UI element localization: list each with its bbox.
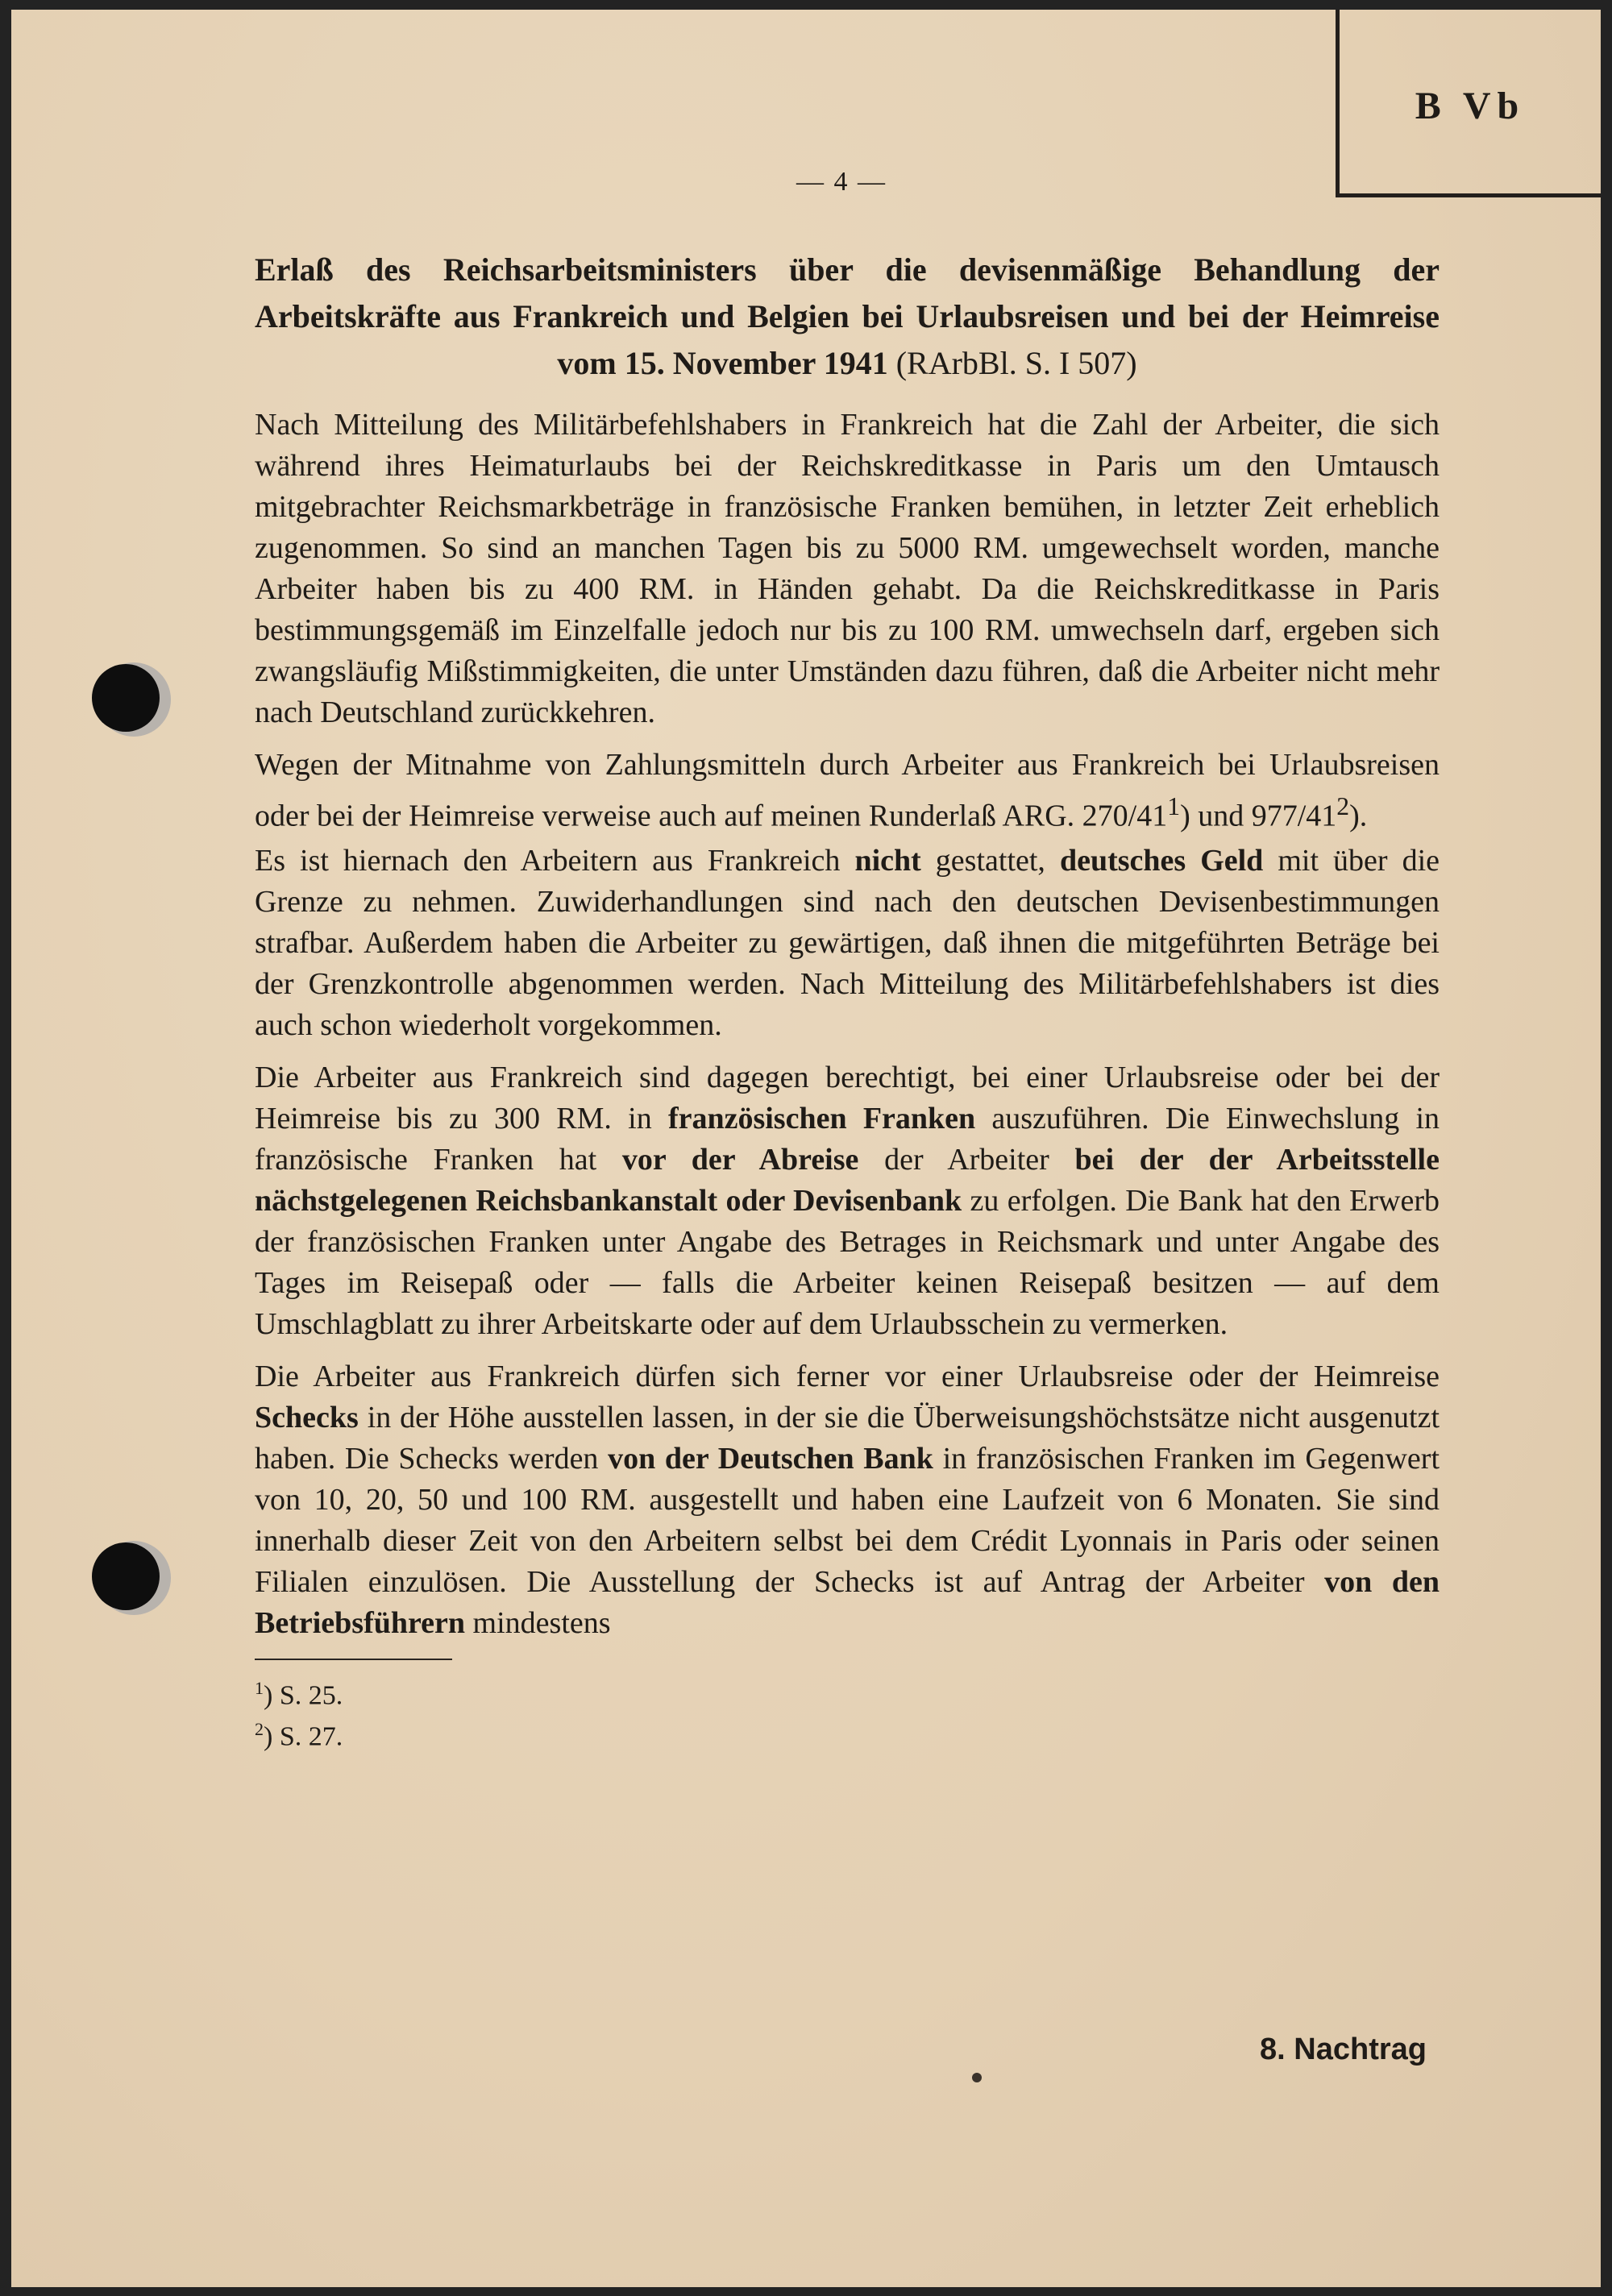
decree-title-main: Erlaß des Reichsarbeitsministers über die devisenmäßige Behandlung der Arbeitskräfte aus Frankreich und Belgien bei Urlaubsreisen und bei der Heimreise vom 15. November 1941 [255, 251, 1440, 381]
footnote-1 [255, 1671, 1440, 1713]
paragraph-5-a: Die Arbeiter aus Frankreich dürfen sich ferner vor einer Urlaubsreise oder der Heimreise [255, 1359, 1440, 1393]
paragraph-4-a: Die Arbeiter aus Frankreich sind dagegen berechtigt, bei einer Urlaubsreise oder bei der Heimreise bis zu 300 RM. in [255, 1060, 1440, 1136]
paragraph-3 [255, 841, 1440, 1046]
footnote-2-mark: 2 [255, 1718, 264, 1739]
paragraph-4-e: der Arbeiter [858, 1142, 1075, 1177]
paragraph-4-g: zu erfolgen. Die Bank hat den Erwerb der französischen Franken unter Angabe des Betrages in Reichsmark und unter Angabe des Tages im Reisepaß oder — falls die Arbeiter keinen Reisepaß besitzen — auf dem Umschlagblatt zu ihrer Arbeitskarte oder auf dem Urlaubsschein zu vermerken. [255, 1183, 1440, 1341]
paragraph-3-e: mit über die Grenze zu nehmen. Zuwiderhandlungen sind nach den deutschen Devisenbestimmungen strafbar. Außerdem haben die Arbeiter zu gewärtigen, daß ihnen die mitgeführten Beträge bei der Grenzkontrolle abgenommen werden. Nach Mitteilung des Militärbefehlshabers ist dies auch schon wiederholt vorgekommen. [255, 843, 1440, 1042]
footnote-1-mark: 1 [255, 1677, 264, 1698]
paragraph-3-geld: deutsches Geld [1059, 843, 1264, 878]
paragraph-5-schecks: Schecks [255, 1400, 359, 1434]
document-body [255, 247, 1440, 1754]
paper-speck [972, 2073, 982, 2082]
paragraph-2: Wegen der Mitnahme von Zahlungsmitteln durch Arbeiter aus Frankreich bei Urlaubsreisen oder bei der Heimreise verweise auch auf meinen Runderlaß ARG. $270/41^1$) und $977/41^2$). [255, 748, 1440, 833]
paragraph-5-c: in der Höhe ausstellen lassen, in der sie die Überweisungshöchstsätze nicht ausgenutzt haben. Die Schecks werden [255, 1400, 1440, 1476]
punch-hole-top [92, 664, 160, 732]
footnote-ref-1: 1 [1167, 792, 1181, 820]
paragraph-2-end: . [1359, 799, 1368, 833]
paragraph-3-nicht: nicht [854, 843, 921, 878]
paragraph-5-betrieb: von den Betriebsführern [255, 1564, 1440, 1640]
paragraph-4-bei: bei der der Arbeitsstelle nächstgelegenen Reichsbankanstalt oder Devisenbank [255, 1142, 1440, 1218]
punch-hole-bottom [92, 1542, 160, 1610]
footnote-ref-2: 2 [1336, 792, 1350, 820]
paragraph-3-c: gestattet, [920, 843, 1060, 878]
footnote-2-text: ) S. 27. [264, 1721, 343, 1752]
footnote-1-text: ) S. 25. [264, 1679, 343, 1710]
paragraph-4-vor: vor der Abreise [621, 1142, 859, 1177]
paragraph-4-franken: französischen Franken [667, 1101, 976, 1136]
paragraph-1: Nach Mitteilung des Militärbefehlshabers in Frankreich hat die Zahl der Arbeiter, die sich während ihres Heimaturlaubs bei der Reichskreditkasse in Paris um den Umtausch mitgebrachter Reichsmarkbeträge in französische Franken bemühen, in letzter Zeit erheblich zugenommen. So sind an manchen Tagen bis zu 5000 RM. umgewechselt worden, manche Arbeiter haben bis zu 400 RM. in Händen gehabt. Da die Reichskreditkasse in Paris bestimmungsgemäß im Einzelfalle jedoch nur bis zu 100 RM. umwechseln darf, ergeben sich zwangsläufig Mißstimmigkeiten, die unter Umständen dazu führen, daß die Arbeiter nicht mehr nach Deutschland zurückkehren. [255, 408, 1440, 729]
paragraph-2-text: Wegen der Mitnahme von Zahlungsmitteln durch Arbeiter aus Frankreich bei Urlaubsreisen oder bei der Heimreise verweise auch auf meinen Runderlaß ARG. 270/41 [255, 748, 1440, 833]
paragraph-2-mid: und 977/41 [1190, 799, 1337, 833]
paragraph-5-g: mindestens [465, 1605, 611, 1640]
classification-stamp: B Vb [1415, 85, 1526, 127]
paragraph-5 [255, 1356, 1440, 1644]
decree-title [255, 247, 1440, 387]
page-number: — 4 — [796, 167, 887, 197]
footnote-2 [255, 1713, 1440, 1754]
document-page [11, 10, 1601, 2287]
decree-title-reference: (RArbBl. S. I 507) [895, 345, 1137, 381]
paragraph-4-c: auszuführen. Die Einwechslung in französische Franken hat [255, 1101, 1440, 1177]
paragraph-3-a: Es ist hiernach den Arbeitern aus Frankreich [255, 843, 855, 878]
paragraph-4 [255, 1057, 1440, 1345]
paragraph-5-bank: von der Deutschen Bank [608, 1441, 933, 1476]
footnote-divider [255, 1659, 452, 1660]
paragraph-5-e: in französischen Franken im Gegenwert von 10, 20, 50 und 100 RM. ausgestellt und haben eine Laufzeit von 6 Monaten. Sie sind innerhalb dieser Zeit von den Arbeitern selbst bei dem Crédit Lyonnais in Paris oder seinen Filialen einzulösen. Die Ausstellung der Schecks ist auf Antrag der Arbeiter [255, 1441, 1440, 1599]
supplement-label: 8. Nachtrag [1260, 2032, 1427, 2066]
